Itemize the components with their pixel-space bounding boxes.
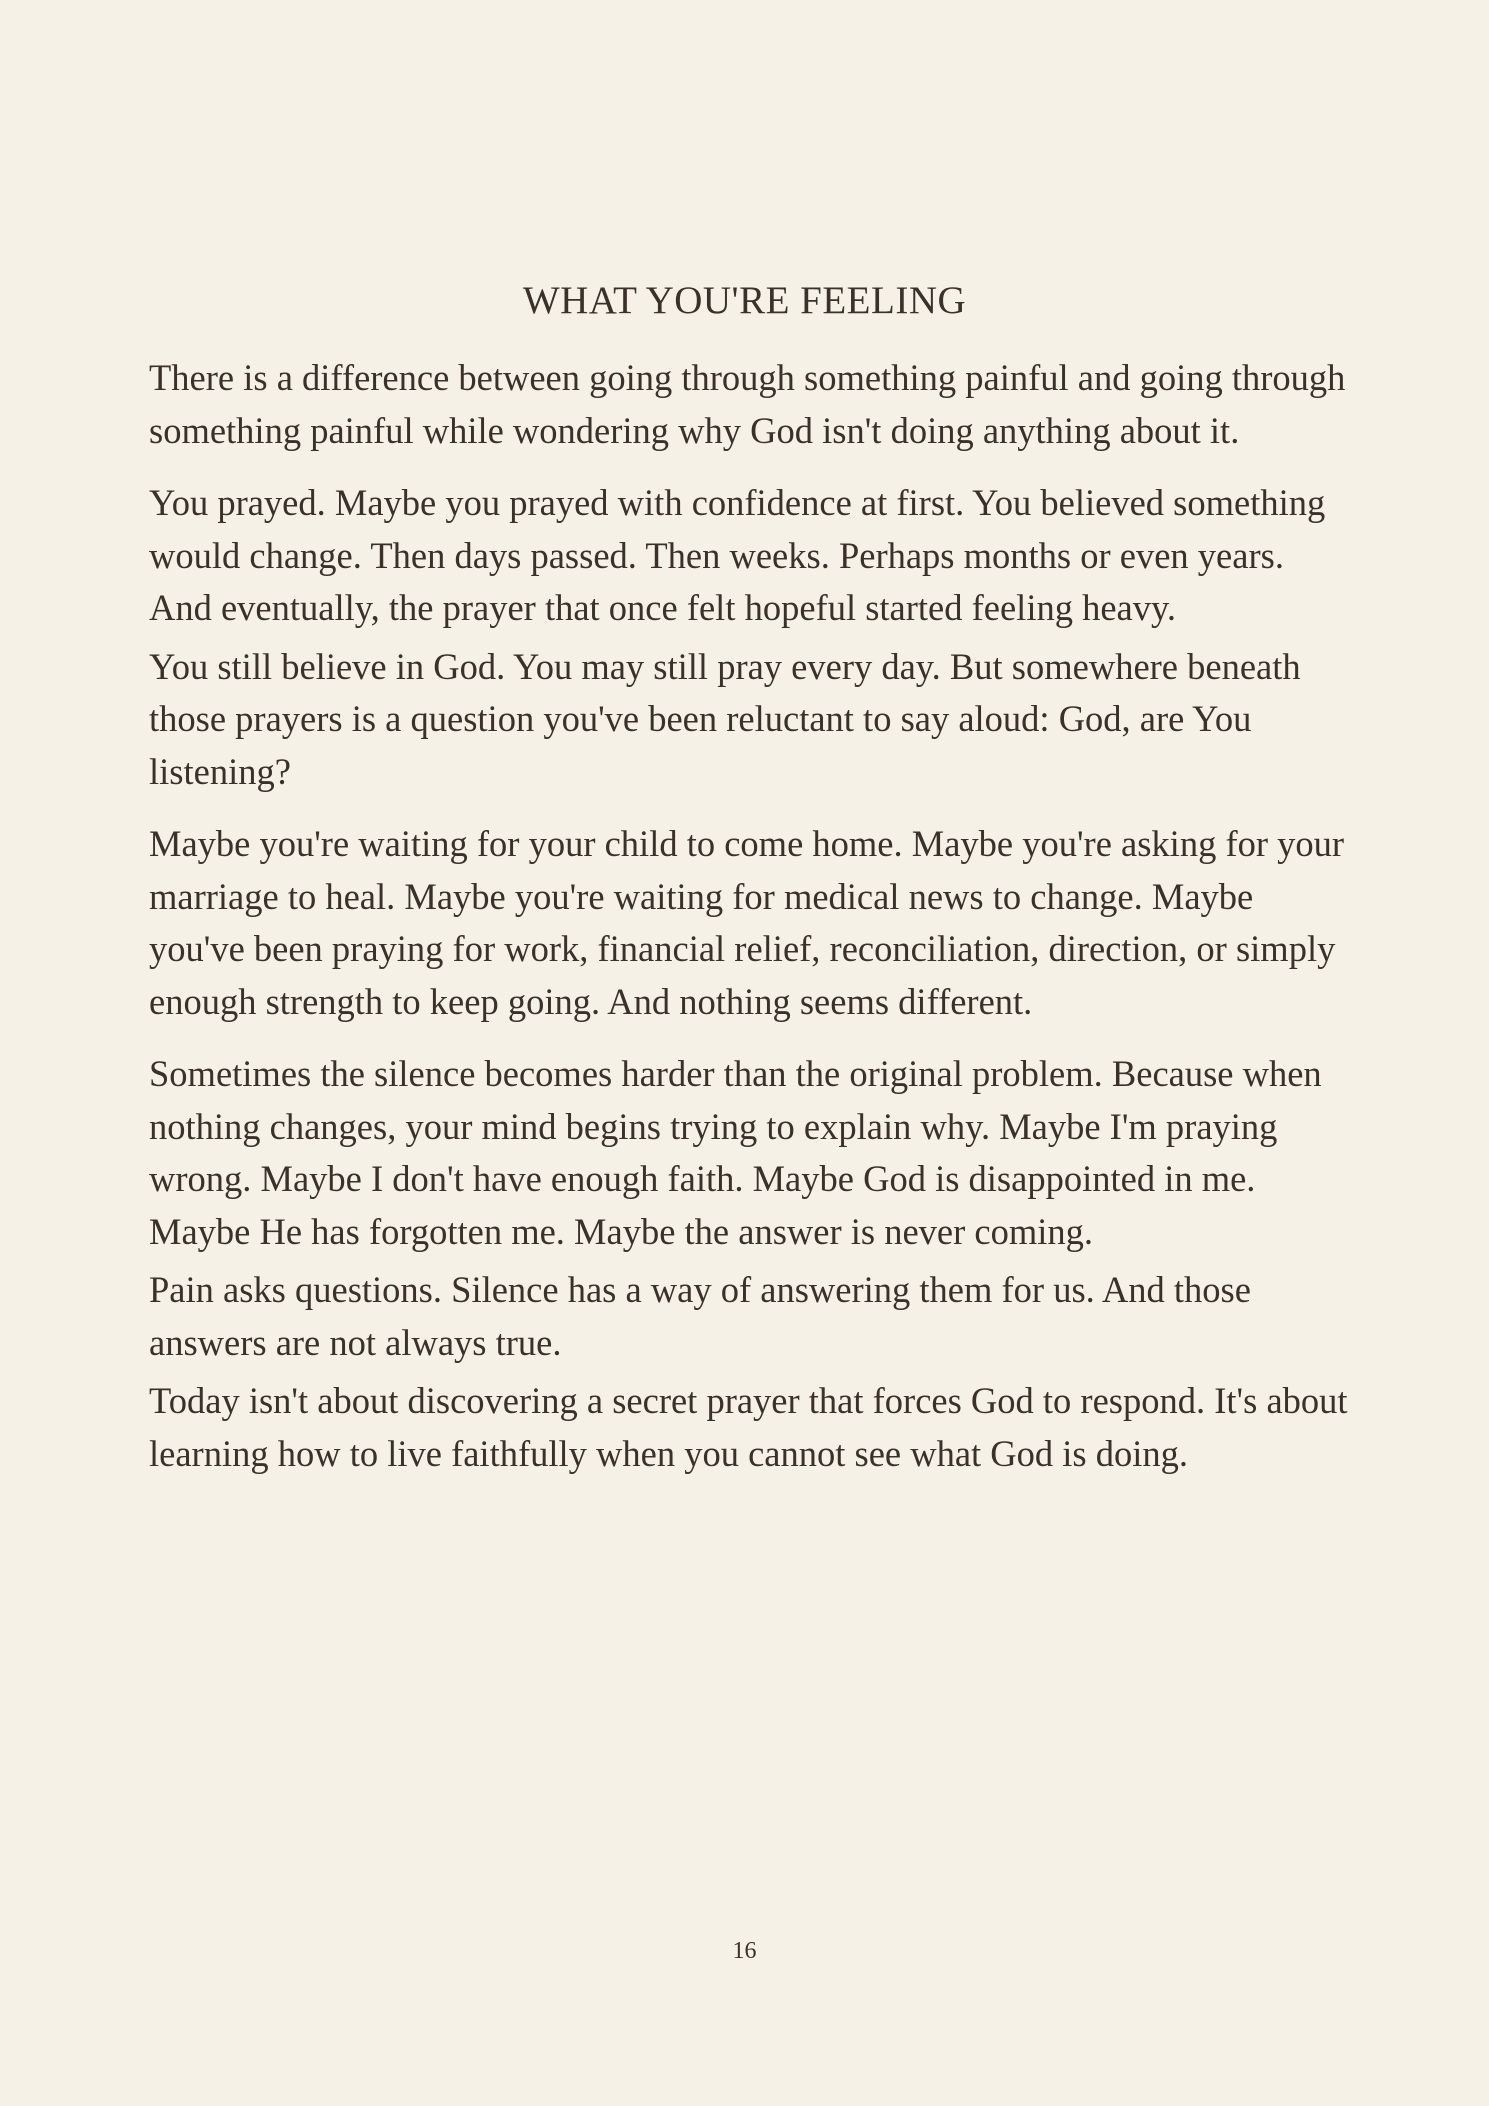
paragraph-4: Maybe you're waiting for your child to come home. Maybe you're asking for your marriage to heal. Maybe you're waiting for medical news to change. Maybe you've been praying for work, financial relief, reconciliation, direction, or simply enough strength to keep going. And nothing seems different. [149,823,1345,1022]
paragraph-6: Pain asks questions. Silence has a way of answering them for us. And those answers are not always true. [149,1269,1251,1363]
body-text [149,352,1349,1480]
paragraph-1: There is a difference between going through something painful and going through something painful while wondering why God isn't doing anything about it. [149,357,1346,451]
paragraph-2: You prayed. Maybe you prayed with confidence at first. You believed something would change. Then days passed. Then weeks. Perhaps months or even years. And eventually, the prayer that once felt hopeful started feeling heavy. [149,482,1326,628]
paragraph-7: Today isn't about discovering a secret prayer that forces God to respond. It's about learning how to live faithfully when you cannot see what God is doing. [149,1380,1348,1474]
page-title: WHAT YOU'RE FEELING [522,279,967,322]
page-number: 16 [732,1938,757,1964]
paragraph-5: Sometimes the silence becomes harder than the original problem. Because when nothing changes, your mind begins trying to explain why. Maybe I'm praying wrong. Maybe I don't have enough faith. Maybe God is disappointed in me. Maybe He has forgotten me. Maybe the answer is never coming. [149,1053,1322,1252]
paragraph-3: You still believe in God. You may still pray every day. But somewhere beneath those prayers is a question you've been reluctant to say aloud: God, are You listening? [149,645,1301,792]
